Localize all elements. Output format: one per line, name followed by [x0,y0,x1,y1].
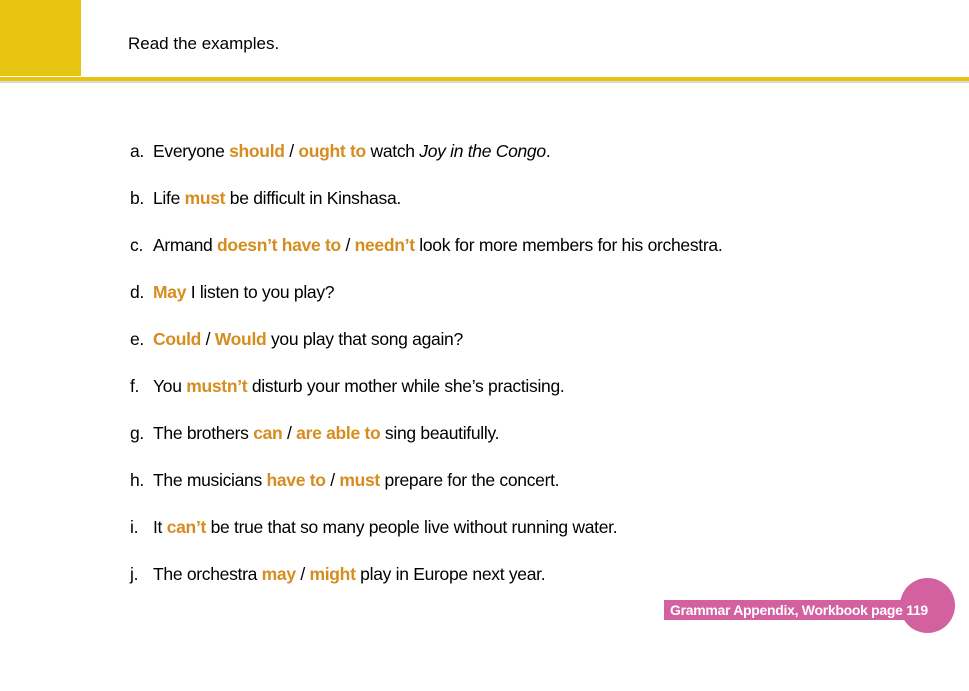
sentence-text: be true that so many people live without running water. [206,517,618,537]
modal-verb: have to [266,470,326,490]
sentence-text: / [295,564,310,584]
modal-verb: are able to [296,423,381,443]
modal-verb: can’t [166,517,207,537]
example-letter: a. [130,141,144,161]
modal-verb: needn’t [354,235,415,255]
modal-verb: might [309,564,356,584]
example-item [130,279,722,326]
header-rule-shadow [0,81,969,83]
sentence-text: You [153,376,187,396]
example-letter: g. [130,423,144,443]
example-letter: j. [130,564,139,584]
example-item [130,514,722,561]
sentence-text: be difficult in Kinshasa. [225,188,401,208]
example-item [130,138,722,185]
sentence-text: look for more members for his orchestra. [414,235,723,255]
example-item [130,373,722,420]
modal-verb: mustn’t [186,376,248,396]
sentence-text: The musicians [153,470,267,490]
example-letter: i. [130,517,139,537]
sentence-text: / [325,470,340,490]
sentence-text: play in Europe next year. [355,564,546,584]
sentence-text: The brothers [153,423,254,443]
example-letter: f. [130,376,140,396]
sentence-text: Armand [153,235,218,255]
sentence-text: disturb your mother while she’s practising. [247,376,565,396]
sentence-text: The orchestra [153,564,262,584]
modal-verb: should [229,141,285,161]
sentence-text: / [201,329,215,349]
instruction-heading: Read the examples. [128,34,280,53]
modal-verb: must [184,188,226,208]
sentence-text: prepare for the concert. [379,470,560,490]
examples-list [130,138,722,608]
example-letter: c. [130,235,144,255]
example-letter: b. [130,188,144,208]
modal-verb: can [253,423,283,443]
modal-verb: ought to [298,141,366,161]
modal-verb: must [339,470,380,490]
modal-verb: May [153,282,187,302]
example-letter: h. [130,470,144,490]
grammar-appendix-reference: Grammar Appendix, Workbook page 119 [670,602,928,618]
example-item [130,232,722,279]
sentence-text: / [340,235,355,255]
modal-verb: Could [153,329,202,349]
sentence-text: . [545,141,551,161]
example-item [130,326,722,373]
modal-verb: may [261,564,296,584]
header-accent-block [0,0,81,76]
example-letter: e. [130,329,144,349]
example-item [130,185,722,232]
sentence-text: Everyone [153,141,230,161]
modal-verb: Would [214,329,267,349]
sentence-text: Life [153,188,185,208]
sentence-text: sing beautifully. [380,423,500,443]
example-item [130,420,722,467]
example-item [130,561,722,608]
sentence-text: you play that song again? [266,329,463,349]
sentence-text: I listen to you play? [186,282,335,302]
example-item [130,467,722,514]
sentence-text: / [282,423,297,443]
title-text: Joy in the Congo [419,141,546,161]
sentence-text: watch [365,141,420,161]
modal-verb: doesn’t have to [217,235,341,255]
sentence-text: It [153,517,167,537]
sentence-text: / [284,141,299,161]
example-letter: d. [130,282,144,302]
